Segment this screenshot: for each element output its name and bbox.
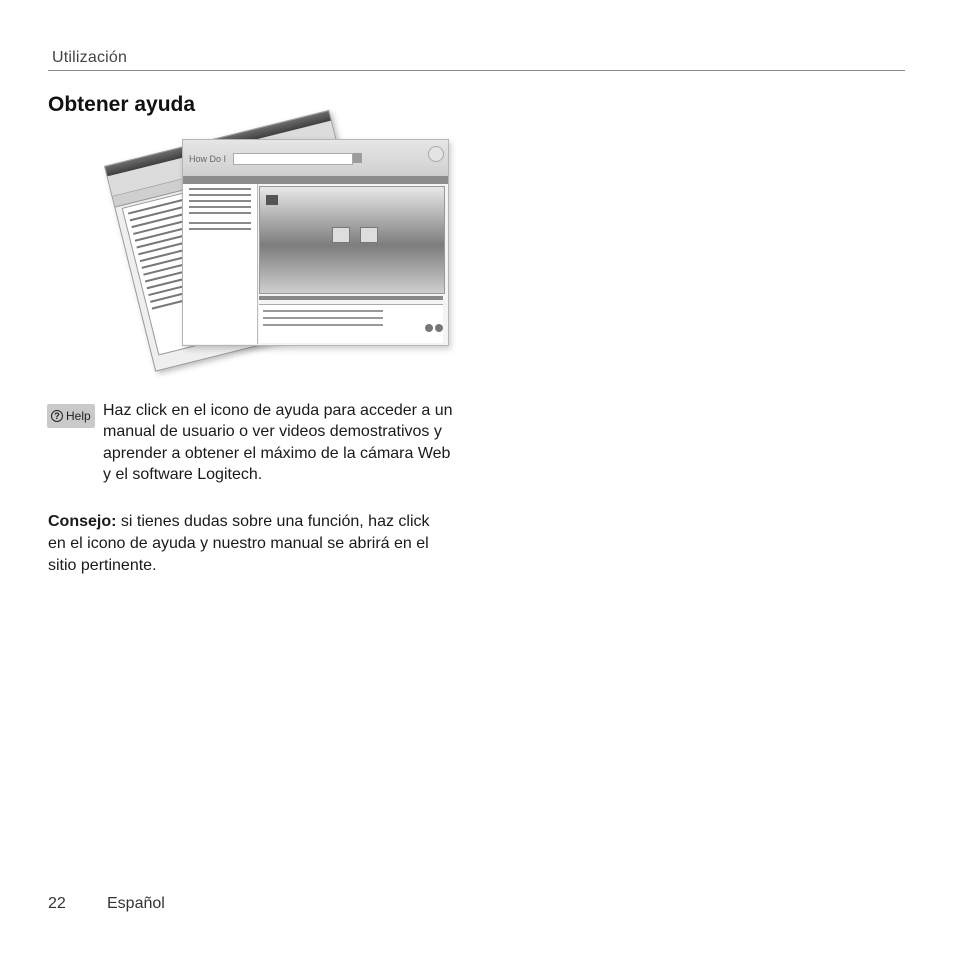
how-do-i-label: How Do I	[189, 154, 227, 164]
question-circle-icon: ?	[51, 410, 63, 422]
section-label: Utilización	[52, 49, 128, 66]
topic-list	[183, 184, 258, 344]
help-description: Haz click en el icono de ayuda para acceder a un manual de usuario o ver videos demostrativos y aprender a obtener el máximo de la cámara Web y el software Logitech.	[103, 402, 453, 483]
tip-label: Consejo:	[48, 513, 117, 530]
header-divider	[48, 70, 905, 71]
page-number: 22	[48, 895, 66, 912]
logo-icon	[428, 146, 444, 162]
help-screenshot-illustration	[82, 126, 450, 382]
help-button[interactable]	[47, 404, 95, 428]
illustration-search-field	[233, 153, 353, 165]
tip-text: si tienes dudas sobre una función, haz click en el icono de ayuda y nuestro manual se abrirá en el sitio pertinente.	[48, 513, 430, 574]
tip-paragraph	[48, 511, 448, 577]
demo-video	[259, 186, 445, 294]
video-progress	[259, 296, 443, 300]
page-title: Obtener ayuda	[48, 93, 196, 116]
how-do-i-window	[182, 139, 449, 346]
help-button-label: Help	[66, 409, 91, 423]
footer-language: Español	[107, 895, 165, 912]
prev-icon	[425, 324, 433, 332]
next-icon	[435, 324, 443, 332]
